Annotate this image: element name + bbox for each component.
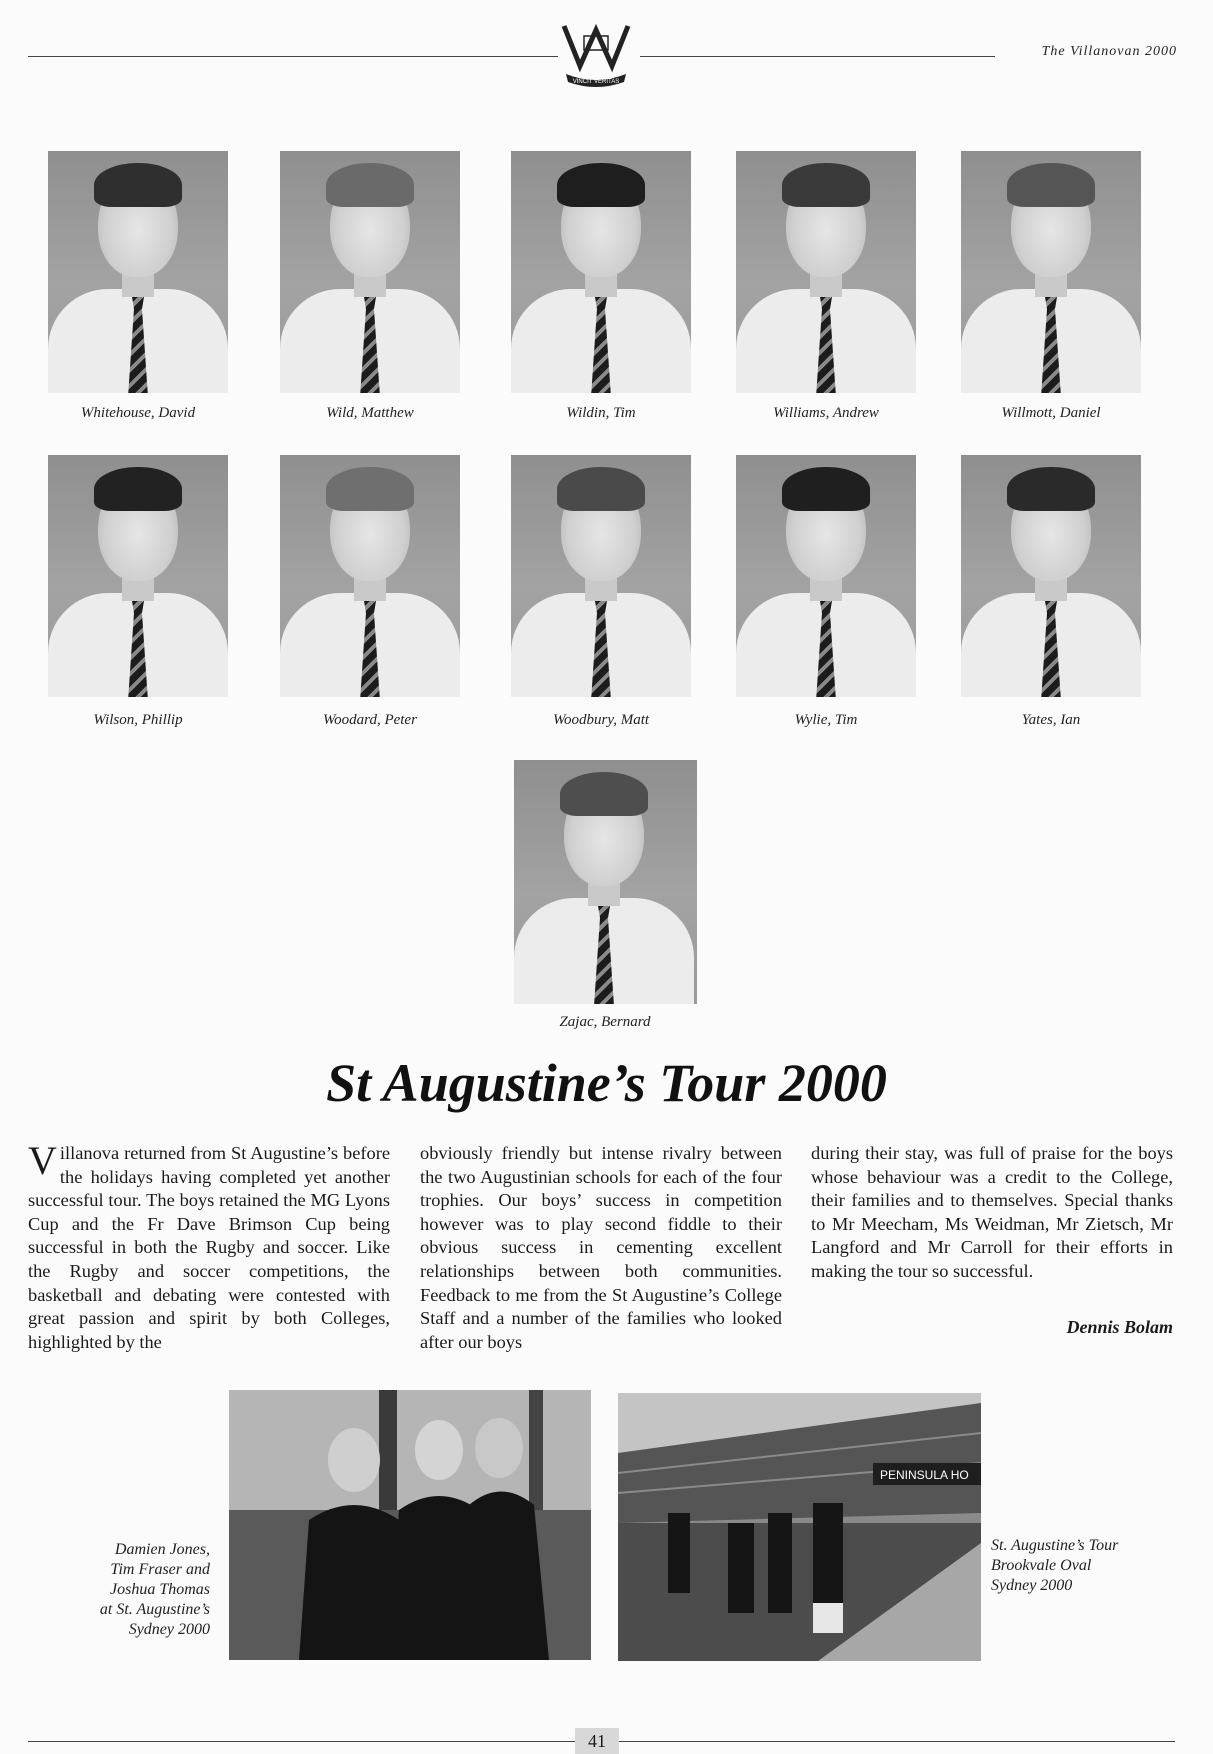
portrait-caption: Whitehouse, David [80, 405, 196, 421]
students-group-photo [229, 1390, 591, 1660]
drop-cap: V [28, 1138, 57, 1183]
portrait-caption: Wilson, Phillip [93, 712, 183, 728]
portrait-caption: Woodard, Peter [323, 712, 417, 728]
article-column-3: during their stay, was full of praise for the boys whose behaviour was a credit to the College, their families and to themselves. Special thanks to Mr Meecham, Ms Weidman, Mr Zietsch, Mr Langford and Mr Carroll for their efforts in making the tour so successful. [811, 1143, 1173, 1281]
footer-rule-right [619, 1741, 1175, 1742]
article-column-2: obviously friendly but intense rivalry between the two Augustinian schools for each of the four trophies. Our boys’ success in competition however was to play second fiddle to their obvious success in cementing excellent relationships between both communities. Feedback to me from the St Augustine’s College Staff and a number of the families who looked after our boys [420, 1143, 782, 1352]
left-photo-caption: Damien Jones, Tim Fraser and Joshua Thomas at St. Augustine’s Sydney 2000 [99, 1541, 210, 1638]
portrait-caption: Williams, Andrew [773, 405, 879, 421]
article-column-1: Villanova returned from St Augustine’s before the holidays having completed yet another successful tour. The boys retained the MG Lyons Cup and the Fr Dave Brimson Cup being successful in both the Rugby and soccer. Like the Rugby and soccer competitions, the basketball and debating were contested with great passion and spirit by both Colleges, highlighted by the [28, 1138, 390, 1352]
school-crest-logo [560, 22, 632, 88]
brookvale-oval-photo [618, 1393, 981, 1661]
publication-title: The Villanovan 2000 [1041, 44, 1177, 59]
page-number: 41 [575, 1728, 619, 1754]
portrait-caption: Wildin, Tim [566, 405, 636, 421]
portrait-photo [280, 151, 460, 393]
right-photo-caption: St. Augustine’s Tour Brookvale Oval Sydney 2000 [991, 1537, 1119, 1594]
portrait-photo [511, 455, 691, 697]
portrait-photo [736, 455, 916, 697]
article-author: Dennis Bolam [1066, 1317, 1173, 1337]
portrait-photo [514, 760, 697, 1004]
portrait-photo [280, 455, 460, 697]
portrait-caption: Wild, Matthew [326, 405, 414, 421]
portrait-photo [736, 151, 916, 393]
portrait-photo [48, 455, 228, 697]
header-rule-right [640, 56, 995, 57]
portrait-caption: Willmott, Daniel [1001, 405, 1101, 421]
portrait-caption: Yates, Ian [1021, 712, 1081, 728]
portrait-photo [961, 151, 1141, 393]
portrait-caption: Woodbury, Matt [552, 712, 650, 728]
portrait-photo [511, 151, 691, 393]
portrait-photo [48, 151, 228, 393]
portrait-photo [961, 455, 1141, 697]
portrait-caption: Zajac, Bernard [559, 1014, 651, 1030]
article-title: St Augustine’s Tour 2000 [326, 1053, 887, 1113]
header-rule-left [28, 56, 558, 57]
svg-text:PENINSULA HO: PENINSULA HO [880, 1468, 969, 1482]
footer-rule-left [28, 1741, 575, 1742]
svg-text:VINCIT VERITAS: VINCIT VERITAS [572, 79, 620, 85]
portrait-caption: Wylie, Tim [794, 712, 858, 728]
